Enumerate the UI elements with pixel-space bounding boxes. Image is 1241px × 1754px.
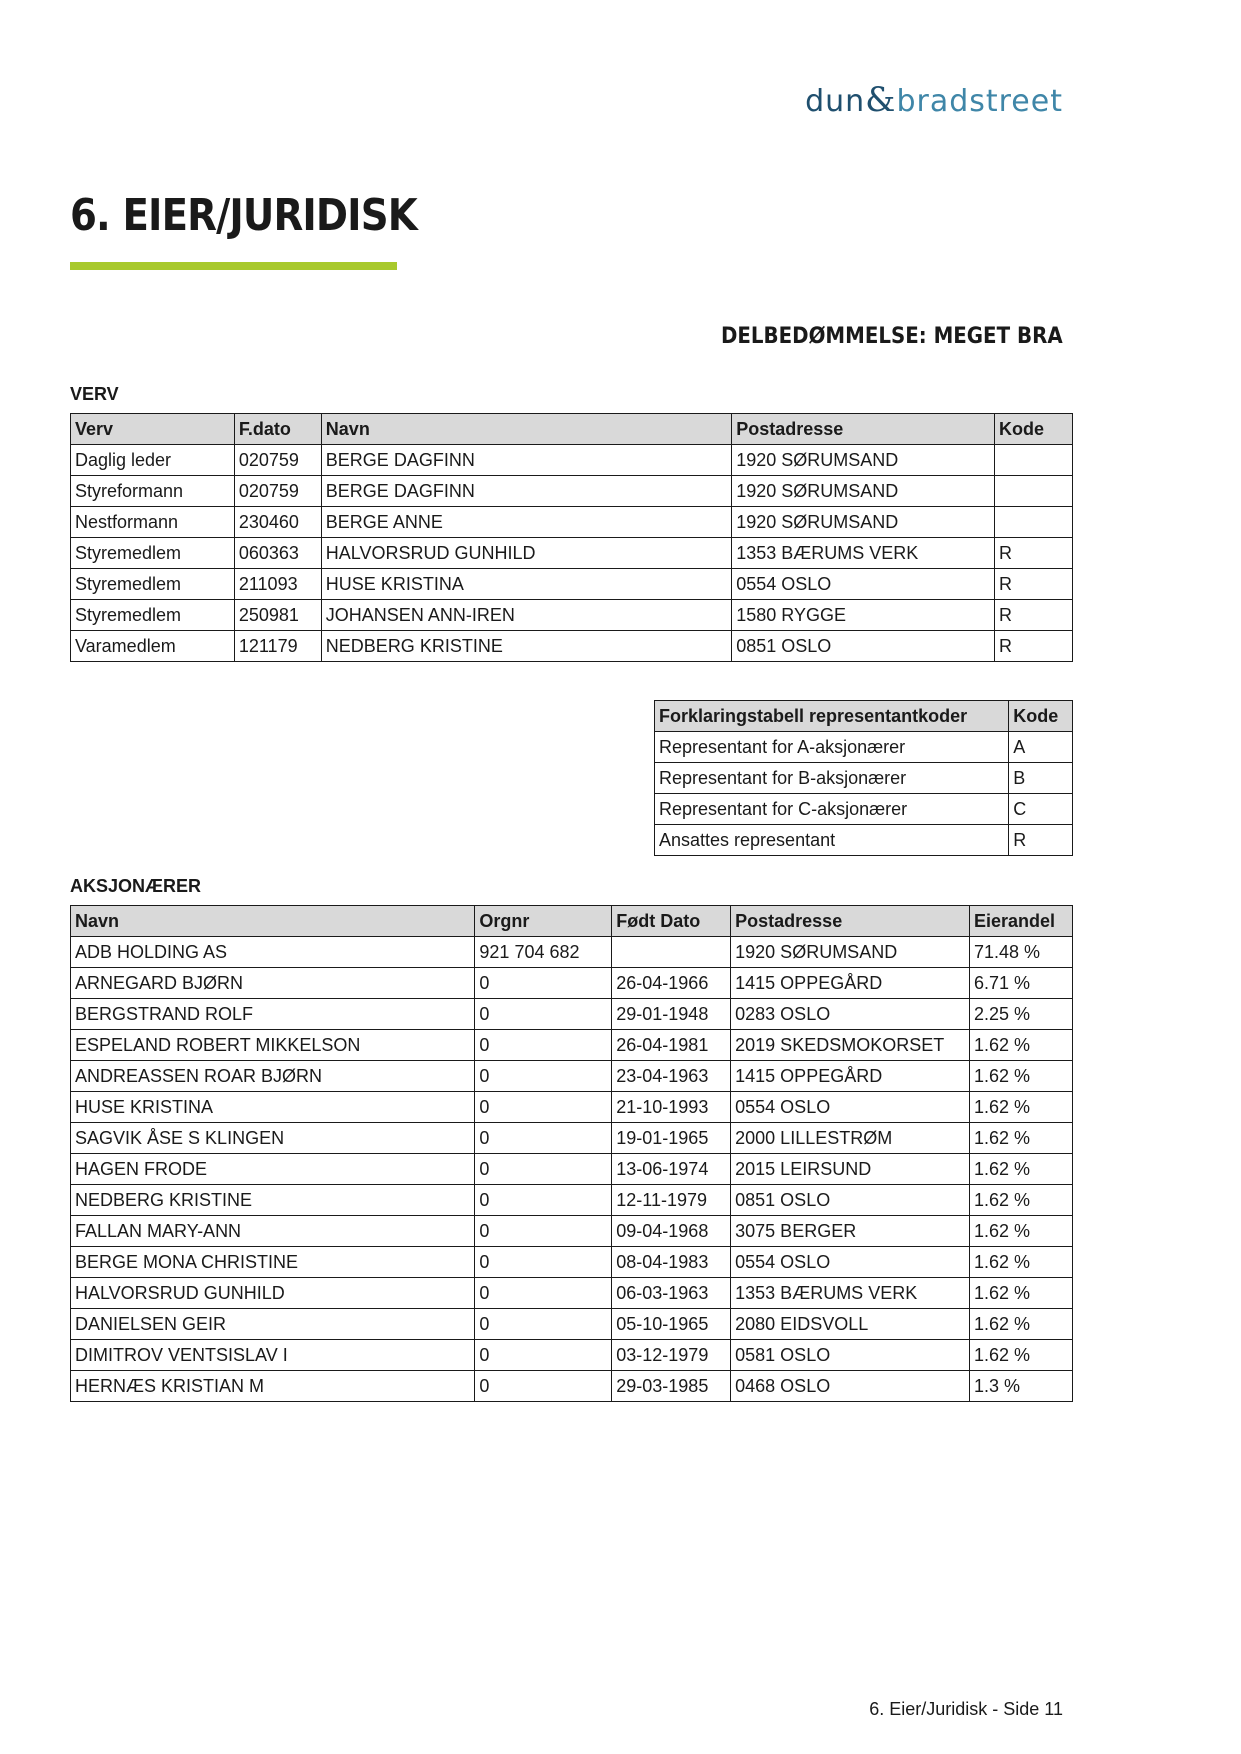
aksjonaerer-cell: 1.62 % [970, 1309, 1073, 1340]
aksjonaerer-row [71, 1278, 1073, 1309]
aksjonaerer-header-row [71, 906, 1073, 937]
rating-heading: DELBEDØMMELSE: MEGET BRA [721, 324, 1063, 349]
aksjonaerer-row [71, 1185, 1073, 1216]
aksjonaerer-cell: 0 [475, 1278, 612, 1309]
aksjonaerer-cell: 0 [475, 1185, 612, 1216]
verv-cell: 020759 [234, 445, 321, 476]
aksjonaerer-cell: 921 704 682 [475, 937, 612, 968]
forklaring-cell: R [1009, 825, 1073, 856]
verv-row [71, 507, 1073, 538]
forklaring-row [655, 825, 1073, 856]
verv-cell: R [995, 538, 1073, 569]
aksjonaerer-cell: 1.62 % [970, 1340, 1073, 1371]
brand-logo [805, 80, 1063, 120]
aksjonaerer-cell: 0 [475, 968, 612, 999]
verv-cell: Styremedlem [71, 569, 235, 600]
aksjonaerer-cell: 0554 OSLO [731, 1092, 970, 1123]
forklaring-row [655, 732, 1073, 763]
verv-row [71, 631, 1073, 662]
aksjonaerer-row [71, 1340, 1073, 1371]
aksjonaerer-row [71, 1123, 1073, 1154]
aksjonaerer-cell: 1920 SØRUMSAND [731, 937, 970, 968]
aksjonaerer-cell: HAGEN FRODE [71, 1154, 475, 1185]
verv-cell: Styreformann [71, 476, 235, 507]
aksjonaerer-cell: 13-06-1974 [612, 1154, 731, 1185]
verv-cell: Daglig leder [71, 445, 235, 476]
aksjonaerer-cell: 26-04-1981 [612, 1030, 731, 1061]
aksjonaerer-cell: ADB HOLDING AS [71, 937, 475, 968]
aksjonaerer-cell: 0 [475, 1123, 612, 1154]
aksjonaerer-cell: 0 [475, 1371, 612, 1402]
aksjonaerer-cell [612, 937, 731, 968]
verv-row [71, 476, 1073, 507]
forklaring-row [655, 794, 1073, 825]
verv-cell: 1920 SØRUMSAND [732, 445, 995, 476]
forklaring-cell: C [1009, 794, 1073, 825]
aksjonaerer-cell: 1.3 % [970, 1371, 1073, 1402]
aksjonaerer-cell: 0 [475, 999, 612, 1030]
aksjonaerer-cell: 1415 OPPEGÅRD [731, 1061, 970, 1092]
aksjonaerer-cell: SAGVIK ÅSE S KLINGEN [71, 1123, 475, 1154]
forklaring-header-cell: Forklaringstabell representantkoder [655, 701, 1009, 732]
aksjonaerer-cell: 2015 LEIRSUND [731, 1154, 970, 1185]
verv-cell: HUSE KRISTINA [321, 569, 731, 600]
aksjonaerer-cell: 0 [475, 1247, 612, 1278]
aksjonaerer-cell: 0851 OSLO [731, 1185, 970, 1216]
aksjonaerer-cell: 0 [475, 1092, 612, 1123]
aksjonaerer-cell: 2080 EIDSVOLL [731, 1309, 970, 1340]
aksjonaerer-cell: 03-12-1979 [612, 1340, 731, 1371]
aksjonaerer-row [71, 1371, 1073, 1402]
aksjonaerer-header-cell: Eierandel [970, 906, 1073, 937]
aksjonaerer-cell: 2000 LILLESTRØM [731, 1123, 970, 1154]
verv-cell: BERGE ANNE [321, 507, 731, 538]
verv-cell: Styremedlem [71, 600, 235, 631]
aksjonaerer-row [71, 1247, 1073, 1278]
aksjonaerer-cell: 23-04-1963 [612, 1061, 731, 1092]
aksjonaerer-cell: 29-01-1948 [612, 999, 731, 1030]
brand-logo-ampersand: & [865, 80, 897, 120]
aksjonaerer-cell: ESPELAND ROBERT MIKKELSON [71, 1030, 475, 1061]
aksjonaerer-cell: 0581 OSLO [731, 1340, 970, 1371]
aksjonaerer-cell: 05-10-1965 [612, 1309, 731, 1340]
aksjonaerer-cell: 26-04-1966 [612, 968, 731, 999]
aksjonaerer-cell: 1.62 % [970, 1247, 1073, 1278]
aksjonaerer-cell: DANIELSEN GEIR [71, 1309, 475, 1340]
verv-header-row [71, 414, 1073, 445]
aksjonaerer-cell: 0 [475, 1061, 612, 1092]
verv-cell [995, 445, 1073, 476]
verv-cell: 0554 OSLO [732, 569, 995, 600]
forklaring-cell: Representant for B-aksjonærer [655, 763, 1009, 794]
verv-cell: 020759 [234, 476, 321, 507]
aksjonaerer-cell: 6.71 % [970, 968, 1073, 999]
aksjonaerer-cell: 1.62 % [970, 1154, 1073, 1185]
aksjonaerer-cell: 0 [475, 1154, 612, 1185]
aksjonaerer-cell: 0 [475, 1340, 612, 1371]
verv-cell: Varamedlem [71, 631, 235, 662]
aksjonaerer-cell: 1.62 % [970, 1030, 1073, 1061]
verv-cell [995, 507, 1073, 538]
verv-cell: R [995, 631, 1073, 662]
aksjonaerer-row [71, 1216, 1073, 1247]
verv-row [71, 600, 1073, 631]
aksjonaerer-cell: BERGE MONA CHRISTINE [71, 1247, 475, 1278]
verv-cell: BERGE DAGFINN [321, 476, 731, 507]
verv-cell: R [995, 600, 1073, 631]
title-accent-bar [70, 262, 397, 270]
aksjonaerer-cell: DIMITROV VENTSISLAV I [71, 1340, 475, 1371]
aksjonaerer-header-cell: Orgnr [475, 906, 612, 937]
aksjonaerer-cell: 1.62 % [970, 1185, 1073, 1216]
aksjonaerer-cell: 0 [475, 1030, 612, 1061]
forklaring-header-row [655, 701, 1073, 732]
aksjonaerer-cell: 09-04-1968 [612, 1216, 731, 1247]
aksjonaerer-cell: 1.62 % [970, 1061, 1073, 1092]
forklaring-cell: Representant for A-aksjonærer [655, 732, 1009, 763]
aksjonaerer-cell: 1353 BÆRUMS VERK [731, 1278, 970, 1309]
verv-cell: 230460 [234, 507, 321, 538]
verv-cell: 1353 BÆRUMS VERK [732, 538, 995, 569]
aksjonaerer-cell: 06-03-1963 [612, 1278, 731, 1309]
verv-row [71, 569, 1073, 600]
brand-logo-dun: dun [805, 84, 866, 119]
aksjonaerer-cell: 1.62 % [970, 1092, 1073, 1123]
aksjonaerer-cell: HERNÆS KRISTIAN M [71, 1371, 475, 1402]
forklaring-cell: A [1009, 732, 1073, 763]
aksjonaerer-header-cell: Navn [71, 906, 475, 937]
aksjonaerer-row [71, 968, 1073, 999]
aksjonaerer-row [71, 937, 1073, 968]
aksjonaerer-cell: ANDREASSEN ROAR BJØRN [71, 1061, 475, 1092]
verv-cell: 250981 [234, 600, 321, 631]
verv-cell: R [995, 569, 1073, 600]
aksjonaerer-cell: 21-10-1993 [612, 1092, 731, 1123]
verv-cell: 1920 SØRUMSAND [732, 476, 995, 507]
aksjonaerer-cell: 3075 BERGER [731, 1216, 970, 1247]
forklaring-cell: Ansattes representant [655, 825, 1009, 856]
aksjonaerer-cell: 0468 OSLO [731, 1371, 970, 1402]
aksjonaerer-cell: 0554 OSLO [731, 1247, 970, 1278]
aksjonaerer-cell: FALLAN MARY-ANN [71, 1216, 475, 1247]
verv-cell: 211093 [234, 569, 321, 600]
verv-header-cell: Kode [995, 414, 1073, 445]
verv-section-label: VERV [70, 384, 119, 404]
aksjonaerer-cell: 1.62 % [970, 1216, 1073, 1247]
forklaring-cell: B [1009, 763, 1073, 794]
aksjonaerer-cell: HALVORSRUD GUNHILD [71, 1278, 475, 1309]
aksjonaerer-cell: 0283 OSLO [731, 999, 970, 1030]
aksjonaerer-row [71, 1154, 1073, 1185]
page-footer: 6. Eier/Juridisk - Side 11 [869, 1699, 1063, 1719]
verv-cell: 060363 [234, 538, 321, 569]
forklaring-header-cell: Kode [1009, 701, 1073, 732]
verv-row [71, 445, 1073, 476]
aksjonaerer-cell: BERGSTRAND ROLF [71, 999, 475, 1030]
aksjonaerer-cell: 1.62 % [970, 1278, 1073, 1309]
aksjonaerer-cell: 0 [475, 1309, 612, 1340]
aksjonaerer-cell: 08-04-1983 [612, 1247, 731, 1278]
verv-row [71, 538, 1073, 569]
aksjonaerer-row [71, 999, 1073, 1030]
aksjonaerer-cell: 0 [475, 1216, 612, 1247]
verv-cell: HALVORSRUD GUNHILD [321, 538, 731, 569]
aksjonaerer-row [71, 1061, 1073, 1092]
aksjonaerer-cell: 71.48 % [970, 937, 1073, 968]
verv-cell: Nestformann [71, 507, 235, 538]
verv-cell: BERGE DAGFINN [321, 445, 731, 476]
aksjonaerer-cell: 19-01-1965 [612, 1123, 731, 1154]
forklaring-cell: Representant for C-aksjonærer [655, 794, 1009, 825]
verv-cell: Styremedlem [71, 538, 235, 569]
verv-header-cell: F.dato [234, 414, 321, 445]
verv-cell: 1920 SØRUMSAND [732, 507, 995, 538]
aksjonaerer-cell: 2019 SKEDSMOKORSET [731, 1030, 970, 1061]
aksjonaerer-cell: HUSE KRISTINA [71, 1092, 475, 1123]
forklaring-table [654, 700, 1073, 856]
verv-cell: JOHANSEN ANN-IREN [321, 600, 731, 631]
aksjonaerer-row [71, 1309, 1073, 1340]
aksjonaerer-cell: 2.25 % [970, 999, 1073, 1030]
verv-cell: NEDBERG KRISTINE [321, 631, 731, 662]
aksjonaerer-row [71, 1030, 1073, 1061]
aksjonaerer-header-cell: Postadresse [731, 906, 970, 937]
aksjonaerer-cell: NEDBERG KRISTINE [71, 1185, 475, 1216]
aksjonaerer-cell: 1.62 % [970, 1123, 1073, 1154]
aksjonaerer-table [70, 905, 1073, 1402]
page-title: 6. EIER/JURIDISK [70, 190, 417, 241]
aksjonaerer-cell: 1415 OPPEGÅRD [731, 968, 970, 999]
forklaring-row [655, 763, 1073, 794]
verv-cell [995, 476, 1073, 507]
aksjonaerer-header-cell: Født Dato [612, 906, 731, 937]
verv-cell: 1580 RYGGE [732, 600, 995, 631]
verv-header-cell: Navn [321, 414, 731, 445]
verv-table [70, 413, 1073, 662]
verv-header-cell: Postadresse [732, 414, 995, 445]
aksjonaerer-section-label: AKSJONÆRER [70, 876, 202, 896]
verv-header-cell: Verv [71, 414, 235, 445]
verv-cell: 121179 [234, 631, 321, 662]
aksjonaerer-cell: 12-11-1979 [612, 1185, 731, 1216]
aksjonaerer-cell: ARNEGARD BJØRN [71, 968, 475, 999]
verv-cell: 0851 OSLO [732, 631, 995, 662]
aksjonaerer-row [71, 1092, 1073, 1123]
brand-logo-bradstreet: bradstreet [896, 84, 1063, 119]
aksjonaerer-cell: 29-03-1985 [612, 1371, 731, 1402]
